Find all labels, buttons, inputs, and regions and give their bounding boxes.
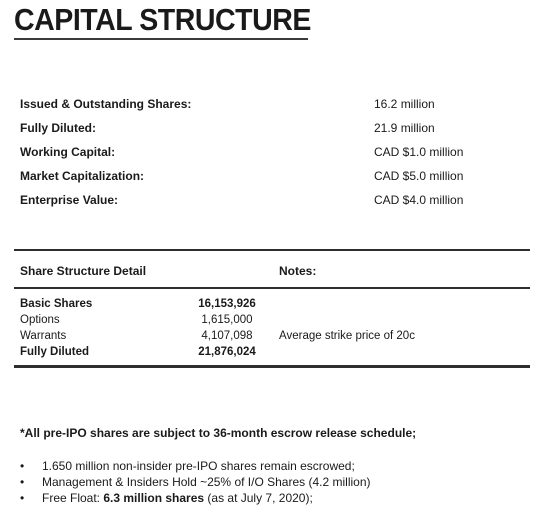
row-value: 1,615,000 — [201, 314, 253, 326]
bullet-icon: • — [20, 459, 25, 473]
summary-label: Issued & Outstanding Shares: — [20, 97, 192, 111]
summary-value: CAD $4.0 million — [374, 193, 464, 207]
table-row — [20, 330, 520, 345]
table-row — [20, 314, 520, 329]
free-float-value: 6.3 million shares — [103, 491, 205, 505]
title-underline — [14, 38, 308, 40]
table-bottom-rule — [14, 365, 530, 368]
escrow-note: *All pre-IPO shares are subject to 36-month escrow release schedule; — [20, 426, 417, 440]
summary-value: CAD $1.0 million — [374, 145, 464, 159]
summary-value: 16.2 million — [374, 97, 435, 111]
table-row — [20, 346, 520, 361]
row-value: 4,107,098 — [201, 330, 253, 342]
bullet-icon: • — [20, 491, 25, 505]
free-float-prefix: Free Float: — [42, 491, 104, 505]
row-label: Basic Shares — [20, 298, 93, 310]
table-top-rule — [14, 249, 530, 251]
bullet-icon: • — [20, 475, 25, 489]
warrants-note: Average strike price of 20c — [279, 330, 415, 342]
table-row — [20, 298, 520, 313]
summary-label: Market Capitalization: — [20, 169, 145, 183]
row-value: 16,153,926 — [198, 298, 256, 310]
summary-value: 21.9 million — [374, 121, 435, 135]
row-label: Options — [20, 314, 60, 326]
summary-value: CAD $5.0 million — [374, 169, 464, 183]
summary-label: Enterprise Value: — [20, 193, 119, 207]
summary-label: Fully Diluted: — [20, 121, 96, 135]
summary-label: Working Capital: — [20, 145, 116, 159]
share-structure-header: Share Structure Detail — [20, 264, 147, 278]
row-value: 21,876,024 — [198, 346, 256, 358]
free-float-suffix: (as at July 7, 2020); — [204, 491, 313, 505]
bullet-text — [42, 491, 313, 505]
bullet-text: 1.650 million non-insider pre-IPO shares remain escrowed; — [42, 459, 355, 473]
bullet-text: Management & Insiders Hold ~25% of I/O Shares (4.2 million) — [42, 475, 371, 489]
row-label: Fully Diluted — [20, 346, 89, 358]
row-label: Warrants — [20, 330, 67, 342]
table-header-rule — [14, 287, 530, 289]
page-title: CAPITAL STRUCTURE — [14, 2, 311, 37]
notes-header: Notes: — [279, 264, 317, 278]
